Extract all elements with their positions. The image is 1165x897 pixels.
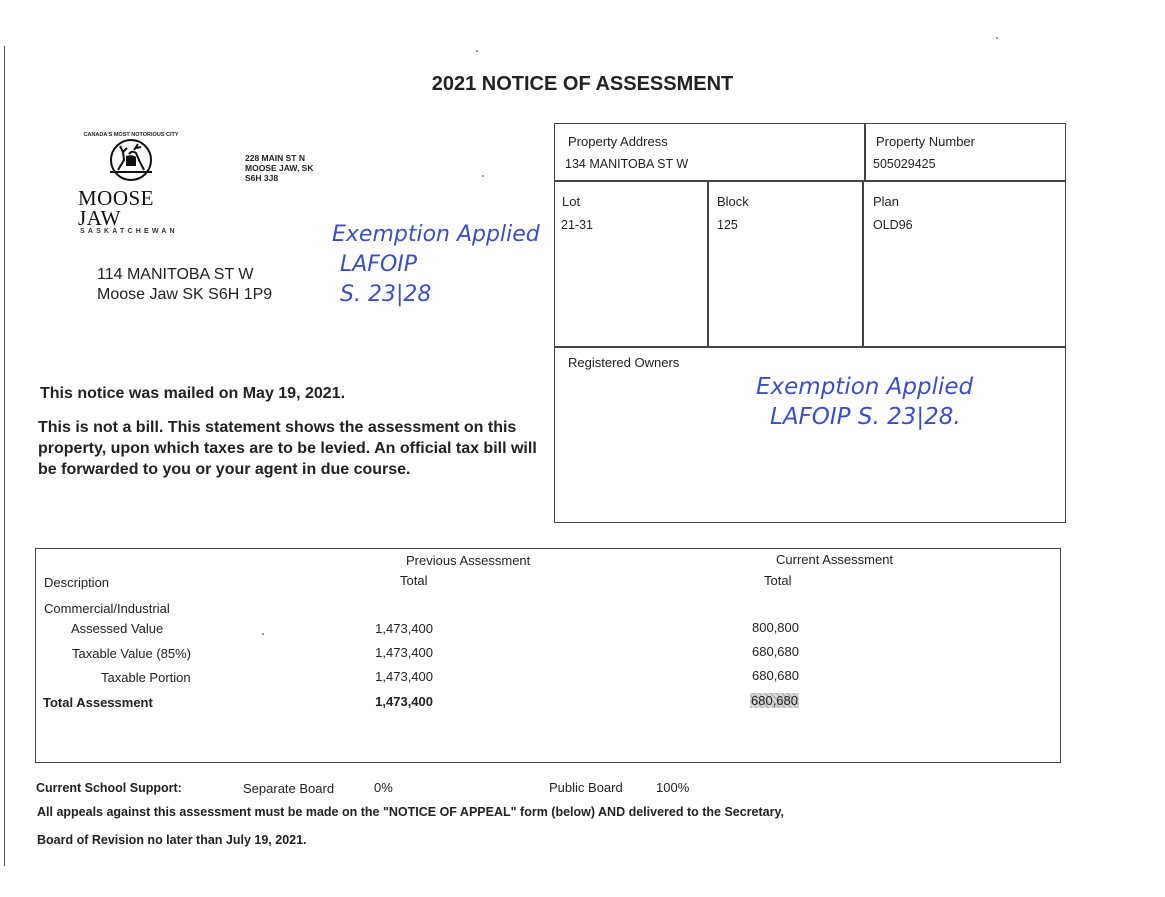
plan-value: OLD96 bbox=[873, 218, 913, 232]
total-assessment-current: 680,680 bbox=[751, 693, 798, 708]
plan-label: Plan bbox=[873, 194, 900, 209]
mailing-address-line: 114 MANITOBA ST W bbox=[97, 266, 254, 283]
current-total-header: Total bbox=[764, 573, 792, 588]
separate-board-value: 0% bbox=[374, 780, 393, 795]
separate-board-label: Separate Board bbox=[243, 781, 335, 796]
handwritten-exemption-note bbox=[312, 220, 540, 310]
page-title: 2021 NOTICE OF ASSESSMENT bbox=[431, 73, 734, 95]
row-label-taxable-portion: Taxable Portion bbox=[101, 670, 191, 685]
total-assessment-label: Total Assessment bbox=[43, 695, 153, 710]
logo-wordmark: MOOSE JAW bbox=[78, 186, 155, 230]
property-number-label: Property Number bbox=[876, 134, 975, 149]
scan-speck bbox=[262, 633, 264, 635]
row-previous-assessed-value: 1,473,400 bbox=[375, 621, 433, 636]
category-label: Commercial/Industrial bbox=[44, 601, 170, 616]
row-label-assessed-value: Assessed Value bbox=[71, 621, 164, 636]
assessment-table bbox=[35, 548, 1061, 763]
moose-jaw-logo bbox=[78, 126, 202, 235]
public-board-value: 100% bbox=[656, 780, 690, 795]
total-assessment-previous: 1,473,400 bbox=[375, 694, 433, 709]
appeal-notice-line: All appeals against this assessment must be made on the "NOTICE OF APPEAL" form (below) AND delivered to the Secretary, bbox=[37, 805, 784, 819]
city-address-line: 228 MAIN ST N bbox=[245, 153, 305, 163]
notice-mailed-date: This notice was mailed on May 19, 2021. bbox=[40, 385, 346, 402]
block-label: Block bbox=[717, 194, 749, 209]
notice-not-a-bill: This is not a bill. This statement shows the assessment on this property, upon which taxes are to be levied. An official tax bill will be forwarded to you or your agent in due course. bbox=[38, 419, 537, 478]
handwritten-exemption-note-owners bbox=[756, 372, 973, 432]
property-address-value: 134 MANITOBA ST W bbox=[565, 157, 689, 171]
total-assessment-current-wrap bbox=[679, 693, 799, 708]
previous-total-header: Total bbox=[400, 573, 428, 588]
school-support-label: Current School Support: bbox=[36, 781, 182, 795]
previous-assessment-header: Previous Assessment bbox=[406, 553, 531, 568]
city-address-line: MOOSE JAW, SK bbox=[245, 163, 314, 173]
scan-speck bbox=[996, 37, 998, 39]
description-header: Description bbox=[44, 575, 110, 590]
property-info-box bbox=[554, 123, 1066, 523]
registered-owners-label: Registered Owners bbox=[568, 355, 680, 370]
appeal-deadline-line: Board of Revision no later than July 19, 2021. bbox=[37, 833, 307, 847]
divider bbox=[555, 346, 1065, 348]
row-current-taxable-value: 680,680 bbox=[752, 644, 799, 659]
row-current-taxable-portion: 680,680 bbox=[752, 668, 799, 683]
current-assessment-header: Current Assessment bbox=[776, 552, 894, 567]
handwritten-line: Exemption Applied bbox=[756, 374, 974, 400]
public-board-label: Public Board bbox=[549, 780, 623, 795]
city-address bbox=[245, 153, 314, 183]
row-previous-taxable-portion: 1,473,400 bbox=[375, 669, 433, 684]
mailing-address-line: Moose Jaw SK S6H 1P9 bbox=[97, 286, 273, 303]
mailing-address bbox=[97, 265, 272, 305]
scan-speck bbox=[482, 175, 484, 177]
page-edge bbox=[4, 46, 5, 866]
handwritten-line: Exemption Applied bbox=[332, 222, 540, 247]
handwritten-line: S. 23|28 bbox=[340, 282, 432, 307]
row-previous-taxable-value: 1,473,400 bbox=[375, 645, 433, 660]
lot-label: Lot bbox=[562, 194, 581, 209]
property-number-value: 505029425 bbox=[873, 157, 936, 171]
divider bbox=[862, 180, 864, 346]
logo-subtitle: SASKATCHEWAN bbox=[80, 228, 178, 235]
lot-value: 21-31 bbox=[561, 218, 593, 232]
row-label-taxable-value: Taxable Value (85%) bbox=[72, 646, 191, 661]
logo-arc-text: CANADA'S MOST NOTORIOUS CITY bbox=[83, 132, 179, 138]
block-value: 125 bbox=[717, 218, 738, 232]
divider bbox=[555, 180, 1065, 182]
city-address-line: S6H 3J8 bbox=[245, 173, 279, 183]
row-current-assessed-value: 800,800 bbox=[752, 620, 799, 635]
handwritten-line: LAFOIP S. 23|28. bbox=[770, 404, 961, 430]
divider bbox=[864, 124, 866, 180]
handwritten-line: LAFOIP bbox=[340, 252, 418, 277]
divider bbox=[707, 180, 709, 346]
property-address-label: Property Address bbox=[568, 134, 668, 149]
moose-emblem-icon bbox=[83, 126, 179, 188]
scan-speck bbox=[476, 50, 478, 52]
